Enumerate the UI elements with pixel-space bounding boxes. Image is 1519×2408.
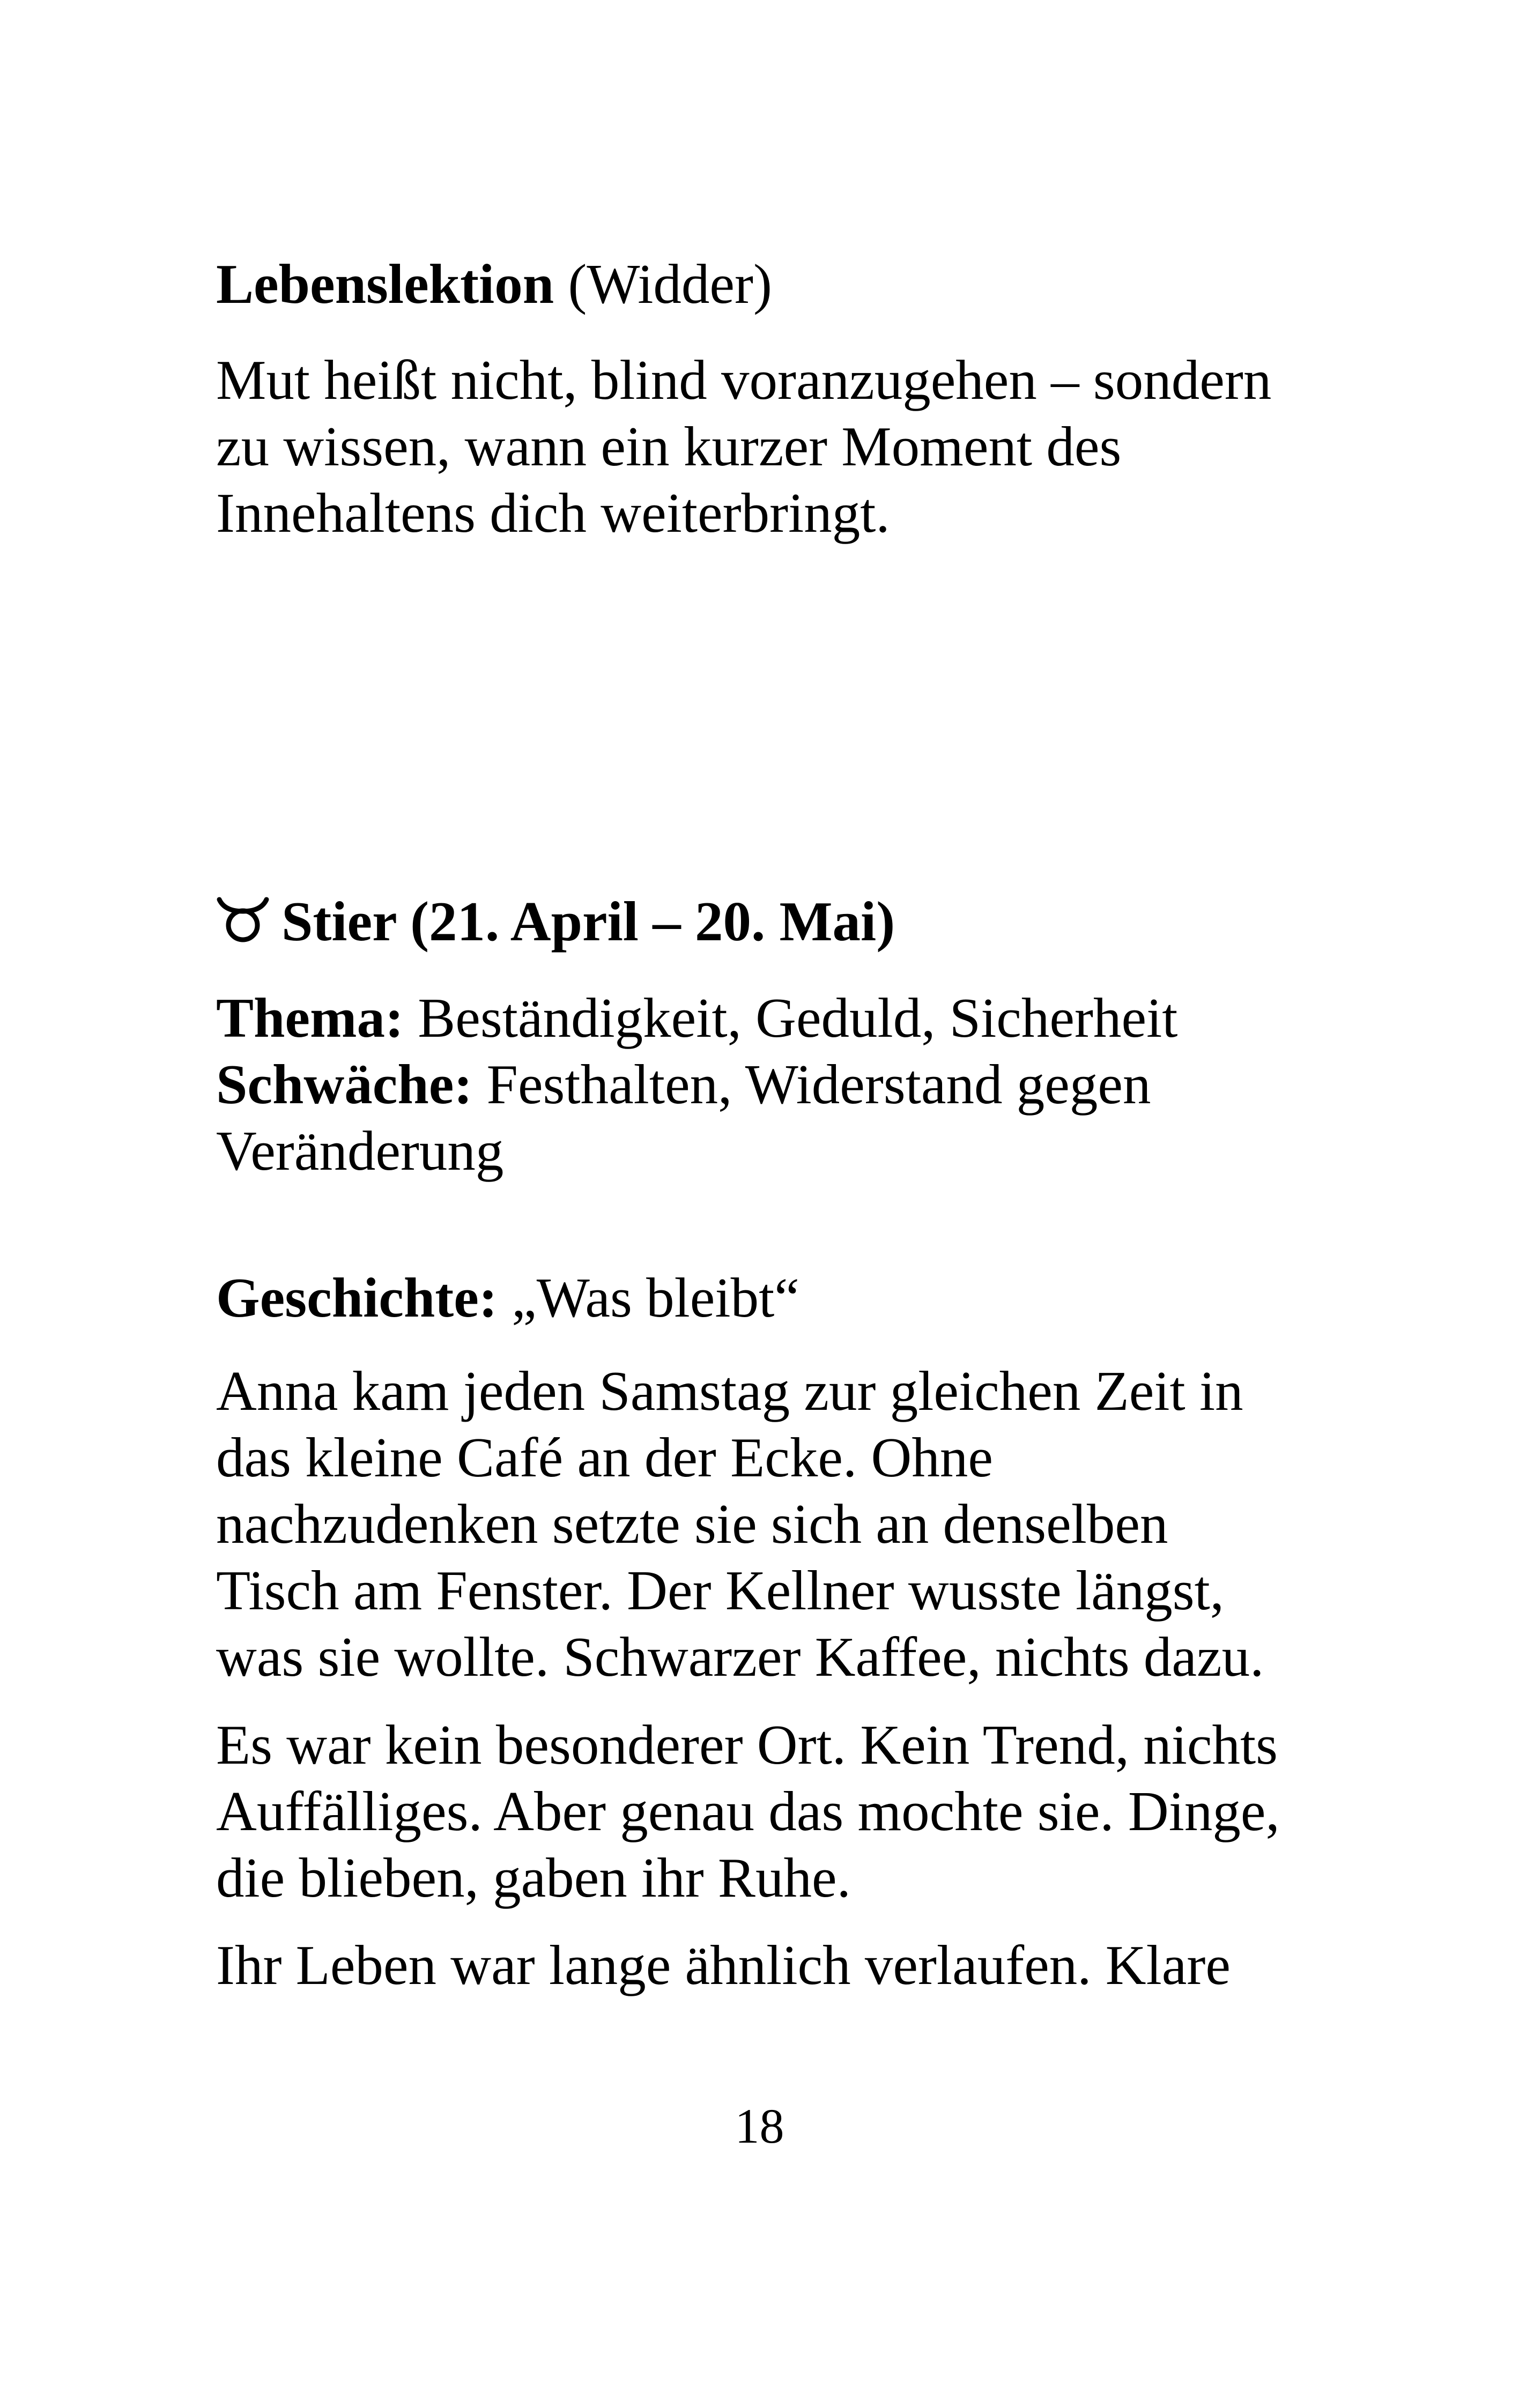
story-label: Geschichte: bbox=[216, 1266, 498, 1329]
weakness-row bbox=[216, 1051, 1342, 1118]
lesson-text bbox=[216, 347, 1342, 546]
sign-title: Stier (21. April – 20. Mai) bbox=[281, 890, 895, 953]
taurus-icon bbox=[216, 895, 270, 945]
page-number: 18 bbox=[735, 2099, 784, 2153]
story-title: „Was bleibt“ bbox=[497, 1266, 799, 1329]
sign-heading bbox=[216, 888, 1342, 958]
story-paragraph bbox=[216, 1932, 1342, 1998]
story-line: die blieben, gaben ihr Ruhe. bbox=[216, 1846, 851, 1909]
story-line: Ihr Leben war lange ähnlich verlaufen. Klare bbox=[216, 1934, 1231, 1996]
story-paragraph bbox=[216, 1712, 1342, 1911]
story-line: Es war kein besonderer Ort. Kein Trend, nichts bbox=[216, 1713, 1278, 1776]
weakness-label: Schwäche: bbox=[216, 1053, 473, 1116]
lesson-heading-sign: (Widder) bbox=[554, 252, 772, 315]
story-line: nachzudenken setzte sie sich an denselben bbox=[216, 1492, 1168, 1555]
theme-row bbox=[216, 985, 1342, 1051]
story-line: Auffälliges. Aber genau das mochte sie. Dinge, bbox=[216, 1780, 1280, 1842]
lesson-line: Innehaltens dich weiterbringt. bbox=[216, 481, 890, 544]
theme-value: Beständigkeit, Geduld, Sicherheit bbox=[403, 986, 1178, 1049]
story-paragraph bbox=[216, 1358, 1342, 1690]
weakness-value-cont: Veränderung bbox=[216, 1119, 504, 1182]
weakness-value: Festhalten, Widerstand gegen bbox=[472, 1053, 1151, 1116]
lesson-heading-label: Lebenslektion bbox=[216, 252, 554, 315]
sign-profile bbox=[216, 985, 1342, 1184]
story-line: das kleine Café an der Ecke. Ohne bbox=[216, 1426, 993, 1489]
story-line: Tisch am Fenster. Der Kellner wusste längst, bbox=[216, 1559, 1225, 1622]
lesson-line: Mut heißt nicht, blind voranzugehen – sondern bbox=[216, 348, 1272, 411]
story-line: was sie wollte. Schwarzer Kaffee, nichts dazu. bbox=[216, 1625, 1264, 1688]
theme-label: Thema: bbox=[216, 986, 404, 1049]
story-heading bbox=[216, 1265, 1342, 1331]
lesson-line: zu wissen, wann ein kurzer Moment des bbox=[216, 415, 1122, 478]
lesson-heading bbox=[216, 251, 1342, 317]
story-line: Anna kam jeden Samstag zur gleichen Zeit in bbox=[216, 1359, 1243, 1422]
